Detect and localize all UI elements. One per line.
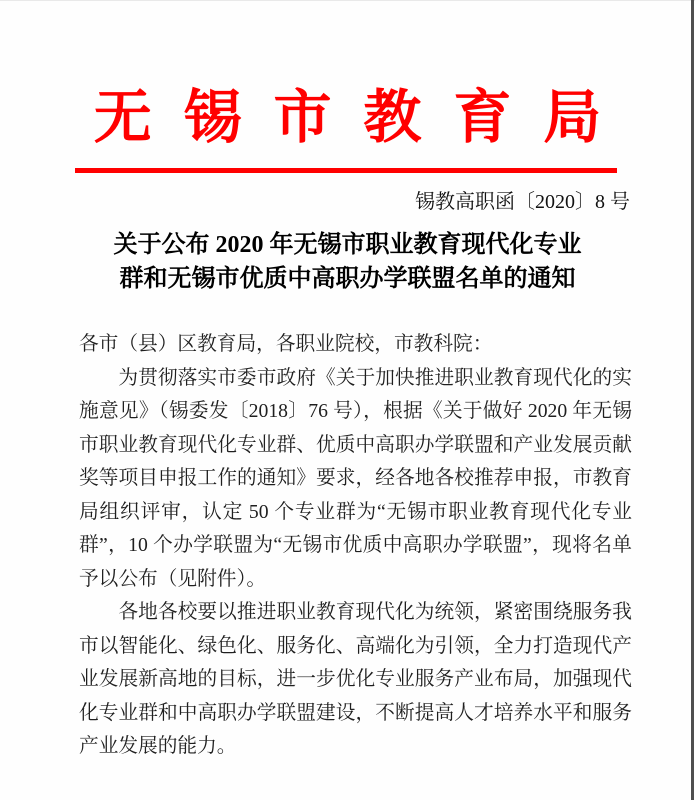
page-top-edge-line [0, 0, 695, 1]
notice-title-line2: 群和无锡市优质中高职办学联盟名单的通知 [119, 266, 576, 292]
notice-title-line1: 关于公布 2020 年无锡市职业教育现代化专业 [113, 232, 582, 258]
body-paragraph-1: 为贯彻落实市委市政府《关于加快推进职业教育现代化的实施意见》（锡委发〔2018〕76 号），根据《关于做好 2020 年无锡市职业教育现代化专业群、优质中高职办学联盟和产业发展贡献奖等项目申报工作的通知》要求，经各地各校推荐申报，市教育局组织评审，认定 50 个专业群为“无锡市职业教育现代化专业群”，10 个办学联盟为“无锡市优质中高职办学联盟”，现将名单予以公布（见附件）。 [79, 366, 632, 590]
letterhead-agency-name: 无锡市教育局 [93, 85, 634, 150]
notice-title [0, 228, 695, 296]
letterhead-separator-line [75, 168, 617, 173]
body-paragraph-2: 各地各校要以推进职业教育现代化为统领，紧密围绕服务我市以智能化、绿色化、服务化、高端化为引领，全力打造现代产业发展新高地的目标，进一步优化专业服务产业布局，加强现代化专业群和中高职办学联盟建设，不断提高人才培养水平和服务产业发展的能力。 [79, 601, 632, 757]
document-reference-number: 锡教高职函〔2020〕8 号 [415, 191, 630, 213]
body-salutation: 各市（县）区教育局，各职业院校，市教科院： [79, 333, 493, 355]
notice-body [79, 328, 632, 764]
